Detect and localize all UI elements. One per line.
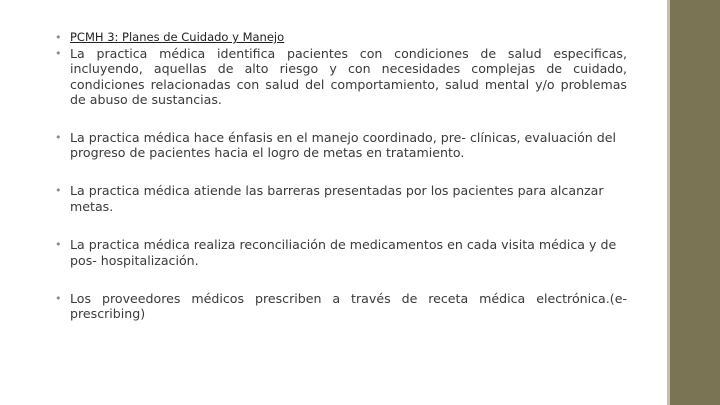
- bullet-icon: •: [55, 31, 62, 44]
- bullet-icon: •: [55, 292, 62, 306]
- bullet-text: Los proveedores médicos prescriben a través de receta médica electrónica.(e-prescribing): [70, 291, 627, 322]
- bullet-text: La practica médica atiende las barreras presentadas por los pacientes para alcanzar metas.: [70, 183, 604, 214]
- bullet-icon: •: [55, 238, 62, 252]
- bullet-item: [55, 237, 627, 268]
- bullet-text: La practica médica hace énfasis en el manejo coordinado, pre- clínicas, evaluación del progreso de pacientes hacia el logro de metas en tratamiento.: [70, 129, 617, 161]
- bullet-icon: •: [55, 130, 62, 144]
- bullet-item: [55, 130, 627, 161]
- heading-item: [55, 31, 627, 44]
- bullet-item: [55, 46, 627, 108]
- bullet-text: La practica médica realiza reconciliación de medicamentos en cada visita médica y de pos- hospitalización.: [70, 237, 617, 268]
- bullet-item: [55, 291, 627, 322]
- bullet-icon: •: [55, 47, 62, 60]
- bullet-icon: •: [55, 184, 62, 198]
- slide-content: [55, 31, 627, 322]
- bullet-text: La practica médica identifica pacientes con condiciones de salud especificas, incluyendo, aquellas de alto riesgo y con necesidades complejas de cuidado, condiciones relacionadas con salud del comportamiento, salud mental y/o problemas de abuso de sustancias.: [70, 46, 627, 108]
- bullet-item: [55, 183, 627, 214]
- heading-text: PCMH 3: Planes de Cuidado y Manejo: [70, 30, 285, 44]
- side-accent-panel: [670, 0, 720, 405]
